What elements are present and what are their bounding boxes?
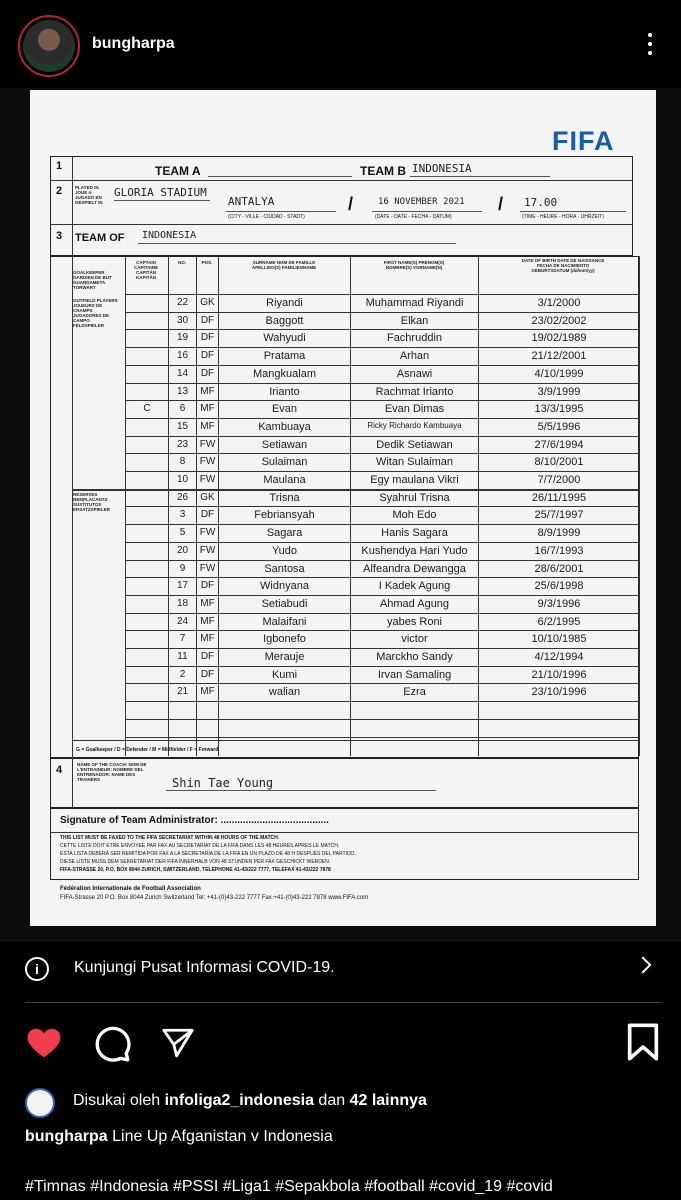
- player-first-cell: Alfeandra Dewangga: [363, 562, 466, 575]
- liker-avatar[interactable]: [25, 1088, 55, 1118]
- player-no-cell: 19: [176, 332, 189, 344]
- player-surname-cell: Evan: [271, 403, 298, 416]
- covid-info-banner[interactable]: [0, 940, 681, 1002]
- lineup-document: FIFA 1 2 3 TEAM A TEAM B INDONESIA PLAYED IN JOUE A JUGADO EN GESPIELT IN GLORIA STADIUM ANTALYA (CITY - VILLE - CIUDAD - STADT) / 16 NOVEMBER 2021 (DATE - DATE - FECHA - DATUM) / 17.00 (TIME - HEURE - HORA - UHRZEIT) TEAM OF INDONESIA CAPTAIN CAPITAINE CAPITÁN KAPITÄN NO. POS. SURNAME NOM DE FAMILLE APELLIDO(S) FAMILIENNAME FIRST NAME(S) PRENOM(S) NOMBRE(S) VORNAME(N) DATE OF BIRTH DATE DE NAISSANCE FECHA DE NACIMIENTO GEBURTSDATUM (dd/mm/yy) GOALKEEPER GARDIEN DE BUT GUARDAMETA TORWART OUTFIELD PLAYERS JOUEURS DE CHAMPS JUGADORES DE CAMPO FELDSPIELER RESERVES REMPLACANTS SUSTITUTOS ERSATZSPIELER 22 GK Riyandi Muhammad Riyandi 3/1/2000 30 DF Baggott Elkan 23/02/2002 19 DF Wahyudi Fachruddin 19/02/1989 16 DF Pratama Arhan 21/12/2001 14 DF Mangkualam Asnawi 4/10/1999 13 MF Irianto Rachmat Irianto 3/9/1999 C 6 MF Evan Evan Dimas 13/3/1995 15 MF Kambuaya Ricky Richardo Kambuaya 5/5/1996 23 FW Setiawan Dedik Setiawan 27/6/1994 8 FW Sulaiman Witan Sulaiman 8/10/2001 10 FW Maulana Egy maulana Vikri 7/7/2000 26 GK Trisna Syahrul Trisna 26/11/1995 3 DF Febriansyah Moh Edo 25/7/1997 5 FW Sagara Hanis Sagara 8/9/1999 20 FW Yudo Kushendya Hari Yudo 16/7/1993 9 FW Santosa Alfeandra Dewangga 28/6/2001 17 DF Widnyana I Kadek Agung 25/6/1998 18 MF Setiabudi Ahmad Agung 9/3/1996 24 MF Malaifani yabes Roni 6/2/1995 7 MF Igbonefo victor 10/10/1985 11 DF Merauje Marckho Sandy 4/12/1994 2 DF Kumi Irvan Samaling 21/10/1996 21 MF walian Ezra 23/10/1996 G = Goalkeeper / D = Defender / M = Midfielder / F = Forward 4 NAME OF THE COACH: NOM DE L'ENTRAINEUR: NOMBRE DEL ENTRENADOR: NAME DES TRAINERS Shin Tae Young Signature of Team Administrator: ....................................... THIS LIST MUST BE FAXED TO THE FIFA SECRETARIAT WITHIN 48 HOURS OF THE MATCH. CETTE LISTE DOIT ETRE ENVOYEE PAR FAX AU SECRETARIAT DE LA FIFA DANS LES 48 HEURES APRES LE MATCH. ESTA LISTA DEBERÁ SER REMITIDA POR FAX A LA SECRETARÍA DE LA FIFA EN UN PLAZO DE 48 H DESPUÉS DEL PARTIDO. DIESE LISTE MUSS DEM SEKRETARIAT DER FIFA INNERHALB VON 48 STUNDEN PER FAX GESCHICKT WERDEN. FIFA-STRASSE 20, P.O. BOX 8044 ZURICH, SWITZERLAND, TELEPHONE 41-43/222 7777, TELEFAX 41-43/222 7878 Fédération Internationale de Football Association FIFA-Strasse 20 P.O. Box 8044 Zurich Switzerland Tel: +41-(0)43-222 7777 Fax +41-(0)43-222 7878 www.FIFA.com: [30, 90, 656, 926]
- player-first-cell: Arhan: [399, 350, 430, 363]
- team-a-label: TEAM A: [155, 164, 201, 178]
- player-surname-cell: walian: [268, 686, 301, 699]
- divider: [25, 1002, 661, 1003]
- player-first-cell: Muhammad Riyandi: [365, 297, 464, 309]
- player-pos-cell: GK: [200, 491, 215, 503]
- position-legend: G = Goalkeeper / D = Defender / M = Midfielder / F = Forward: [76, 747, 219, 753]
- info-icon: i: [25, 957, 49, 981]
- player-surname-cell: Yudo: [271, 544, 298, 557]
- player-first-cell: Marckho Sandy: [376, 651, 453, 663]
- likes-line[interactable]: Disukai oleh infoliga2_indonesia dan 42 lainnya: [25, 1086, 665, 1116]
- player-dob-cell: 6/2/1995: [537, 615, 581, 628]
- city-value: ANTALYA: [228, 195, 275, 208]
- player-dob-cell: 23/10/1996: [531, 686, 587, 699]
- player-surname-cell: Setiawan: [261, 438, 308, 451]
- team-of-label: TEAM OF: [75, 232, 125, 244]
- player-surname-cell: Riyandi: [266, 297, 303, 309]
- player-pos-cell: MF: [200, 385, 215, 397]
- player-no-cell: 11: [177, 651, 188, 662]
- player-dob-cell: 3/1/2000: [537, 297, 581, 309]
- player-first-cell: Asnawi: [396, 367, 433, 380]
- player-no-cell: 16: [176, 350, 189, 362]
- heart-icon[interactable]: [25, 1024, 63, 1062]
- player-pos-cell: DF: [200, 509, 215, 521]
- chevron-right-icon: [635, 957, 652, 974]
- player-pos-cell: DF: [200, 367, 215, 379]
- player-no-cell: 10: [176, 474, 189, 485]
- team-of-value: INDONESIA: [142, 230, 197, 241]
- player-surname-cell: Igbonefo: [263, 633, 306, 646]
- date-value: 16 NOVEMBER 2021: [378, 197, 465, 207]
- player-surname-cell: Pratama: [263, 350, 306, 363]
- player-pos-cell: MF: [200, 420, 215, 432]
- player-dob-cell: 4/12/1994: [534, 651, 584, 663]
- player-surname-cell: Maulana: [263, 474, 306, 486]
- player-pos-cell: MF: [200, 615, 215, 627]
- player-surname-cell: Irianto: [269, 385, 300, 398]
- player-no-cell: 26: [176, 491, 189, 503]
- liker-username[interactable]: infoliga2_indonesia: [164, 1092, 314, 1109]
- player-first-cell: yabes Roni: [386, 615, 443, 628]
- covid-info-text: Kunjungi Pusat Informasi COVID-19.: [74, 959, 335, 976]
- player-dob-cell: 25/7/1997: [534, 509, 584, 522]
- player-surname-cell: Febriansyah: [254, 509, 315, 522]
- send-icon[interactable]: [160, 1026, 196, 1060]
- player-dob-cell: 28/6/2001: [534, 562, 584, 575]
- player-first-cell: Ezra: [403, 686, 426, 699]
- player-first-cell: victor: [401, 633, 428, 646]
- player-first-cell: Ahmad Agung: [379, 597, 450, 610]
- player-first-cell: Elkan: [400, 314, 429, 327]
- player-no-cell: 23: [176, 438, 189, 450]
- bookmark-icon[interactable]: [626, 1022, 660, 1062]
- player-pos-cell: FW: [199, 456, 216, 468]
- player-pos-cell: FW: [199, 438, 216, 450]
- player-no-cell: 24: [176, 615, 189, 627]
- player-dob-cell: 9/3/1996: [537, 597, 581, 610]
- player-no-cell: 2: [179, 668, 186, 680]
- player-first-cell: Hanis Sagara: [381, 527, 448, 540]
- player-first-cell: Witan Sulaiman: [375, 456, 454, 469]
- player-first-cell: Evan Dimas: [384, 403, 445, 416]
- player-dob-cell: 21/12/2001: [531, 350, 587, 363]
- player-pos-cell: DF: [200, 332, 215, 344]
- player-surname-cell: Kambuaya: [258, 420, 311, 433]
- player-pos-cell: FW: [199, 527, 216, 539]
- federation-name: Fédération Internationale de Football Association: [60, 886, 201, 892]
- player-pos-cell: DF: [200, 668, 215, 680]
- player-dob-cell: 8/10/2001: [534, 456, 584, 469]
- player-dob-cell: 16/7/1993: [534, 544, 584, 557]
- player-no-cell: 8: [179, 456, 186, 468]
- header-username[interactable]: bungharpa: [92, 35, 175, 52]
- comment-icon[interactable]: [92, 1024, 132, 1064]
- player-no-cell: 5: [179, 527, 186, 539]
- player-first-cell: Rachmat Irianto: [375, 385, 454, 398]
- player-first-cell: Kushendya Hari Yudo: [361, 544, 468, 557]
- player-surname-cell: Sulaiman: [261, 456, 308, 469]
- time-value: 17.00: [524, 196, 558, 209]
- signature-line: Signature of Team Administrator: .......................................: [60, 815, 329, 826]
- player-dob-cell: 26/11/1995: [531, 491, 587, 504]
- player-first-cell: Moh Edo: [392, 509, 437, 522]
- player-no-cell: 20: [176, 544, 189, 556]
- post-caption: bungharpa Line Up Afganistan v Indonesia: [25, 1128, 333, 1145]
- player-dob-cell: 27/6/1994: [534, 438, 584, 451]
- player-no-cell: 13: [176, 385, 189, 397]
- player-pos-cell: FW: [199, 474, 216, 485]
- fifa-logo: FIFA: [552, 126, 615, 156]
- player-surname-cell: Widnyana: [260, 580, 309, 593]
- stadium-value: GLORIA STADIUM: [114, 186, 207, 199]
- player-no-cell: 3: [179, 509, 186, 521]
- player-cap-cell: C: [143, 403, 151, 415]
- likes-count[interactable]: 42 lainnya: [349, 1092, 427, 1109]
- player-pos-cell: MF: [200, 686, 215, 698]
- player-first-cell: Dedik Setiawan: [376, 438, 453, 451]
- player-surname-cell: Sagara: [266, 527, 303, 540]
- played-in-label: PLAYED IN JOUE A JUGADO EN GESPIELT IN: [75, 185, 103, 205]
- player-no-cell: 6: [179, 403, 186, 415]
- player-surname-cell: Baggott: [265, 314, 304, 327]
- player-surname-cell: Malaifani: [262, 615, 307, 628]
- player-pos-cell: MF: [200, 633, 215, 645]
- player-pos-cell: DF: [200, 580, 215, 592]
- team-b-value: INDONESIA: [412, 162, 472, 175]
- player-pos-cell: FW: [199, 562, 216, 574]
- player-dob-cell: 25/6/1998: [534, 580, 584, 593]
- player-first-cell: Syahrul Trisna: [379, 491, 450, 504]
- player-no-cell: 15: [176, 420, 189, 432]
- player-first-cell: Fachruddin: [386, 332, 443, 345]
- player-pos-cell: DF: [200, 314, 215, 326]
- player-pos-cell: FW: [199, 544, 216, 556]
- player-surname-cell: Mangkualam: [253, 367, 316, 380]
- player-no-cell: 30: [176, 314, 189, 326]
- player-no-cell: 17: [176, 580, 189, 592]
- post-image[interactable]: [0, 88, 681, 940]
- team-b-label: TEAM B: [360, 164, 406, 178]
- player-pos-cell: DF: [200, 651, 215, 662]
- player-dob-cell: 21/10/1996: [531, 668, 587, 681]
- player-surname-cell: Trisna: [269, 491, 300, 504]
- player-surname-cell: Wahyudi: [263, 332, 306, 345]
- post-header: [0, 0, 681, 88]
- player-dob-cell: 8/9/1999: [537, 527, 581, 540]
- player-no-cell: 14: [176, 367, 189, 379]
- player-no-cell: 9: [179, 562, 186, 574]
- coach-value: Shin Tae Young: [172, 776, 274, 790]
- player-surname-cell: Merauje: [264, 651, 305, 663]
- player-dob-cell: 13/3/1995: [534, 403, 584, 416]
- hashtags[interactable]: #Timnas #Indonesia #PSSI #Liga1 #Sepakbola #football #covid_19 #covid: [25, 1178, 553, 1195]
- player-first-cell: Irvan Samaling: [377, 668, 452, 681]
- player-pos-cell: GK: [200, 297, 215, 308]
- federation-address: FIFA-Strasse 20 P.O. Box 8044 Zurich Switzerland Tel: +41-(0)43-222 7777 Fax +41-(0)43-222 7878 www.FIFA.com: [60, 895, 369, 901]
- player-dob-cell: 19/02/1989: [531, 332, 587, 345]
- player-surname-cell: Santosa: [264, 562, 305, 575]
- player-no-cell: 18: [176, 597, 189, 609]
- action-bar: [0, 1016, 681, 1070]
- player-dob-cell: 5/5/1996: [537, 420, 581, 433]
- player-pos-cell: MF: [200, 403, 215, 415]
- player-pos-cell: DF: [200, 350, 215, 362]
- player-dob-cell: 3/9/1999: [537, 385, 581, 398]
- player-first-cell: I Kadek Agung: [378, 580, 451, 593]
- player-dob-cell: 4/10/1999: [534, 367, 584, 380]
- player-dob-cell: 23/02/2002: [531, 314, 587, 327]
- player-dob-cell: 10/10/1985: [531, 633, 587, 646]
- player-pos-cell: MF: [200, 597, 215, 609]
- player-no-cell: 22: [176, 297, 189, 308]
- player-no-cell: 21: [176, 686, 189, 698]
- player-no-cell: 7: [179, 633, 186, 645]
- player-surname-cell: Setiabudi: [261, 597, 308, 610]
- player-dob-cell: 7/7/2000: [537, 474, 581, 486]
- caption-username[interactable]: bungharpa: [25, 1128, 108, 1145]
- player-first-cell: Egy maulana Vikri: [370, 474, 459, 486]
- user-avatar[interactable]: [18, 15, 80, 77]
- player-first-cell: Ricky Richardo Kambuaya: [367, 420, 462, 430]
- more-options-icon[interactable]: [640, 30, 660, 60]
- player-surname-cell: Kumi: [271, 668, 298, 681]
